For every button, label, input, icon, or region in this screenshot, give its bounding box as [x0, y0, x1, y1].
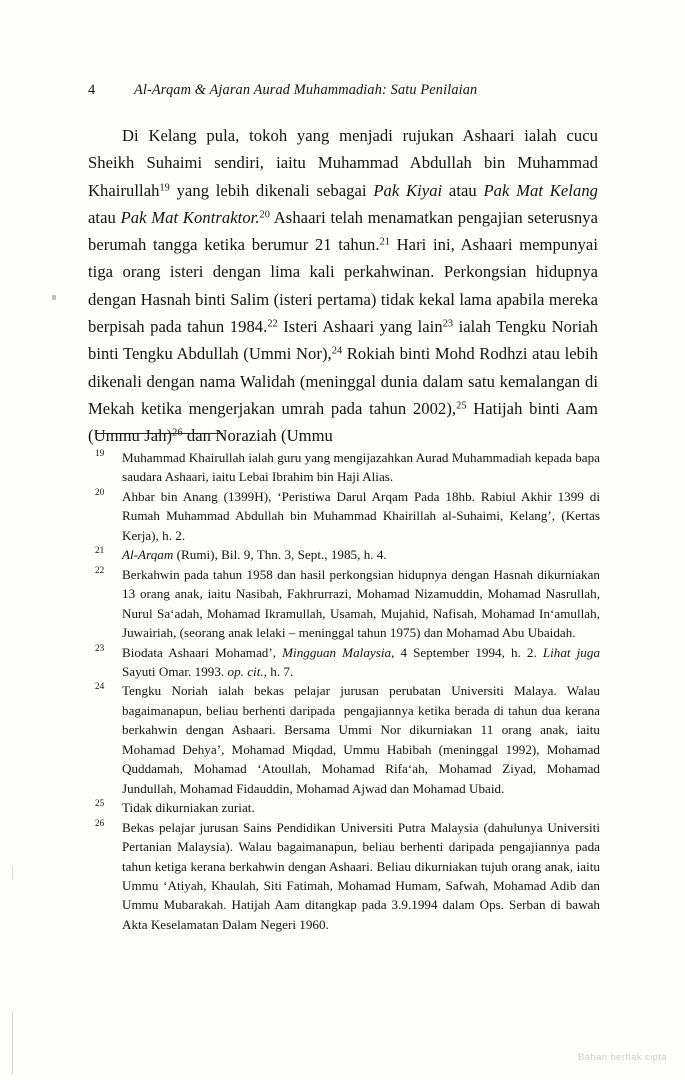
copyright-watermark: Bahan berhak cipta — [578, 1051, 667, 1062]
footnote-item — [95, 545, 600, 564]
footnote-text: Biodata Ashaari Mohamad’, Mingguan Malaysia, 4 September 1994, h. 2. Lihat juga Sayuti Omar. 1993. op. cit., h. 7. — [122, 644, 601, 679]
body-paragraph: Di Kelang pula, tokoh yang menjadi rujukan Ashaari ialah cucu Sheikh Suhaimi sendiri, iaitu Muhammad Abdullah bin Muhammad Khairullah$^{19}$ yang lebih dikenali sebagai Pak Kiyai atau Pak Mat Kelang atau Pak Mat Kontraktor.$^{20}$ Ashaari telah menamatkan pengajian seterusnya berumah tangga ketika berumur 21 tahun.$^{21}$ Hari ini, Ashaari mempunyai tiga orang isteri dengan lima kali perkahwinan. Perkongsian hidupnya dengan Hasnah binti Salim (isteri pertama) tidak kekal lama apabila mereka berpisah pada tahun 1984.22 Isteri Ashaari yang lain$^{23}$ ialah Tengku Noriah binti Tengku Abdullah (Ummi Nor),$^{24}$ Rokiah binti Mohd Rodhzi atau lebih dikenali dengan nama Walidah (meninggal dunia dalam satu kemalangan di Mekah ketika mengerjakan umrah pada tahun 2002),$^{25}$ Hatijah binti Aam (Ummu Jah)$^{26}$ dan Noraziah (Ummu — [88, 126, 599, 446]
page-number: 4 — [88, 82, 96, 98]
footnote-text: Tidak dikurniakan zuriat. — [122, 800, 255, 816]
footnote-text: Tengku Noriah ialah bekas pelajar jurusan perubatan Universiti Malaya. Walau bagaimanapun, beliau berhenti daripada pengajiannya ketika berada di tahun dua kerana berkahwin dengan Ashaari. Bersama Ummi Nor dikurniakan 11 orang anak, iaitu Mohamad Dehya’, Mohamad Miqdad, Ummu Habibah (meninggal 1992), Mohamad Quddamah, Mohamad ‘Atoullah, Mohamad Rifa‘ah, Mohamad Ziyad, Mohamad Jundullah, Mohamad Fidauddin, Mohamad Ajwad dan Mohamad Ubaid. — [122, 683, 600, 796]
footnote-text: Berkahwin pada tahun 1958 dan hasil perkongsian hidupnya dengan Hasnah dikurniakan 13 orang anak, iaitu Nasibah, Fakhrurrazi, Mohamad Nizamuddin, Mohamad Nasrullah, Nurul Sa‘adah, Mohamad Ikramullah, Usamah, Mujahid, Nafisah, Mohamad In‘amullah, Juwairiah, (seorang anak lelaki – meninggal tahun 1975) dan Mohamad Abu Ubaidah. — [122, 566, 600, 641]
footnote-item — [95, 565, 600, 643]
running-head — [88, 82, 625, 102]
footnote-number: 22 — [95, 565, 105, 576]
footnote-item — [95, 798, 600, 817]
footnote-number: 25 — [95, 799, 105, 810]
footnote-number: 20 — [95, 487, 105, 498]
footnote-item — [95, 448, 600, 487]
footnote-text: Bekas pelajar jurusan Sains Pendidikan Universiti Putra Malaysia (dahulunya Universiti Pertanian Malaysia). Walau bagaimanapun, beliau berhenti daripada pengajiannya pada tahun ketiga kerana berkahwin dengan Ashaari. Beliau dikurniakan tujuh orang anak, iaitu Ummu ‘Atiyah, Khaulah, Siti Fatimah, Mohamad Humam, Safwah, Mohamad Adib dan Ummu Mubarakah. Hatijah Aam ditangkap pada 3.9.1994 dalam Ops. Serban di bawah Akta Keselamatan Dalam Negeri 1960. — [122, 819, 600, 932]
footnote-separator-rule — [95, 433, 223, 434]
footnote-item — [95, 681, 600, 798]
body-text — [88, 122, 598, 450]
footnote-text: Ahbar bin Anang (1399H), ‘Peristiwa Darul Arqam Pada 18hb. Rabiul Akhir 1399 di Rumah Muhammad Abdullah bin Muhammad Khairillah al-Suhaimi, Kelang’, (Kertas Kerja), h. 2. — [122, 488, 600, 543]
footnote-text: Muhammad Khairullah ialah guru yang mengijazahkan Aurad Muhammadiah kepada bapa saudara Ashaari, iaitu Lebai Ibrahim bin Haji Alias. — [122, 450, 600, 485]
footnote-item — [95, 643, 600, 682]
scan-edge-line — [12, 1012, 13, 1074]
scan-artifact-speck — [52, 295, 56, 300]
footnote-number: 24 — [95, 682, 105, 693]
footnote-item — [95, 487, 600, 545]
footnote-number: 23 — [95, 643, 105, 654]
running-title: Al-Arqam & Ajaran Aurad Muhammadiah: Satu Penilaian — [134, 82, 478, 98]
footnote-number: 26 — [95, 818, 105, 829]
scan-edge-tick — [12, 866, 13, 880]
footnote-item — [95, 818, 600, 935]
footnote-number: 21 — [95, 546, 105, 557]
footnote-text: Al-Arqam (Rumi), Bil. 9, Thn. 3, Sept., 1985, h. 4. — [122, 547, 387, 563]
footnote-number: 19 — [95, 449, 105, 459]
footnotes-section — [95, 448, 600, 934]
